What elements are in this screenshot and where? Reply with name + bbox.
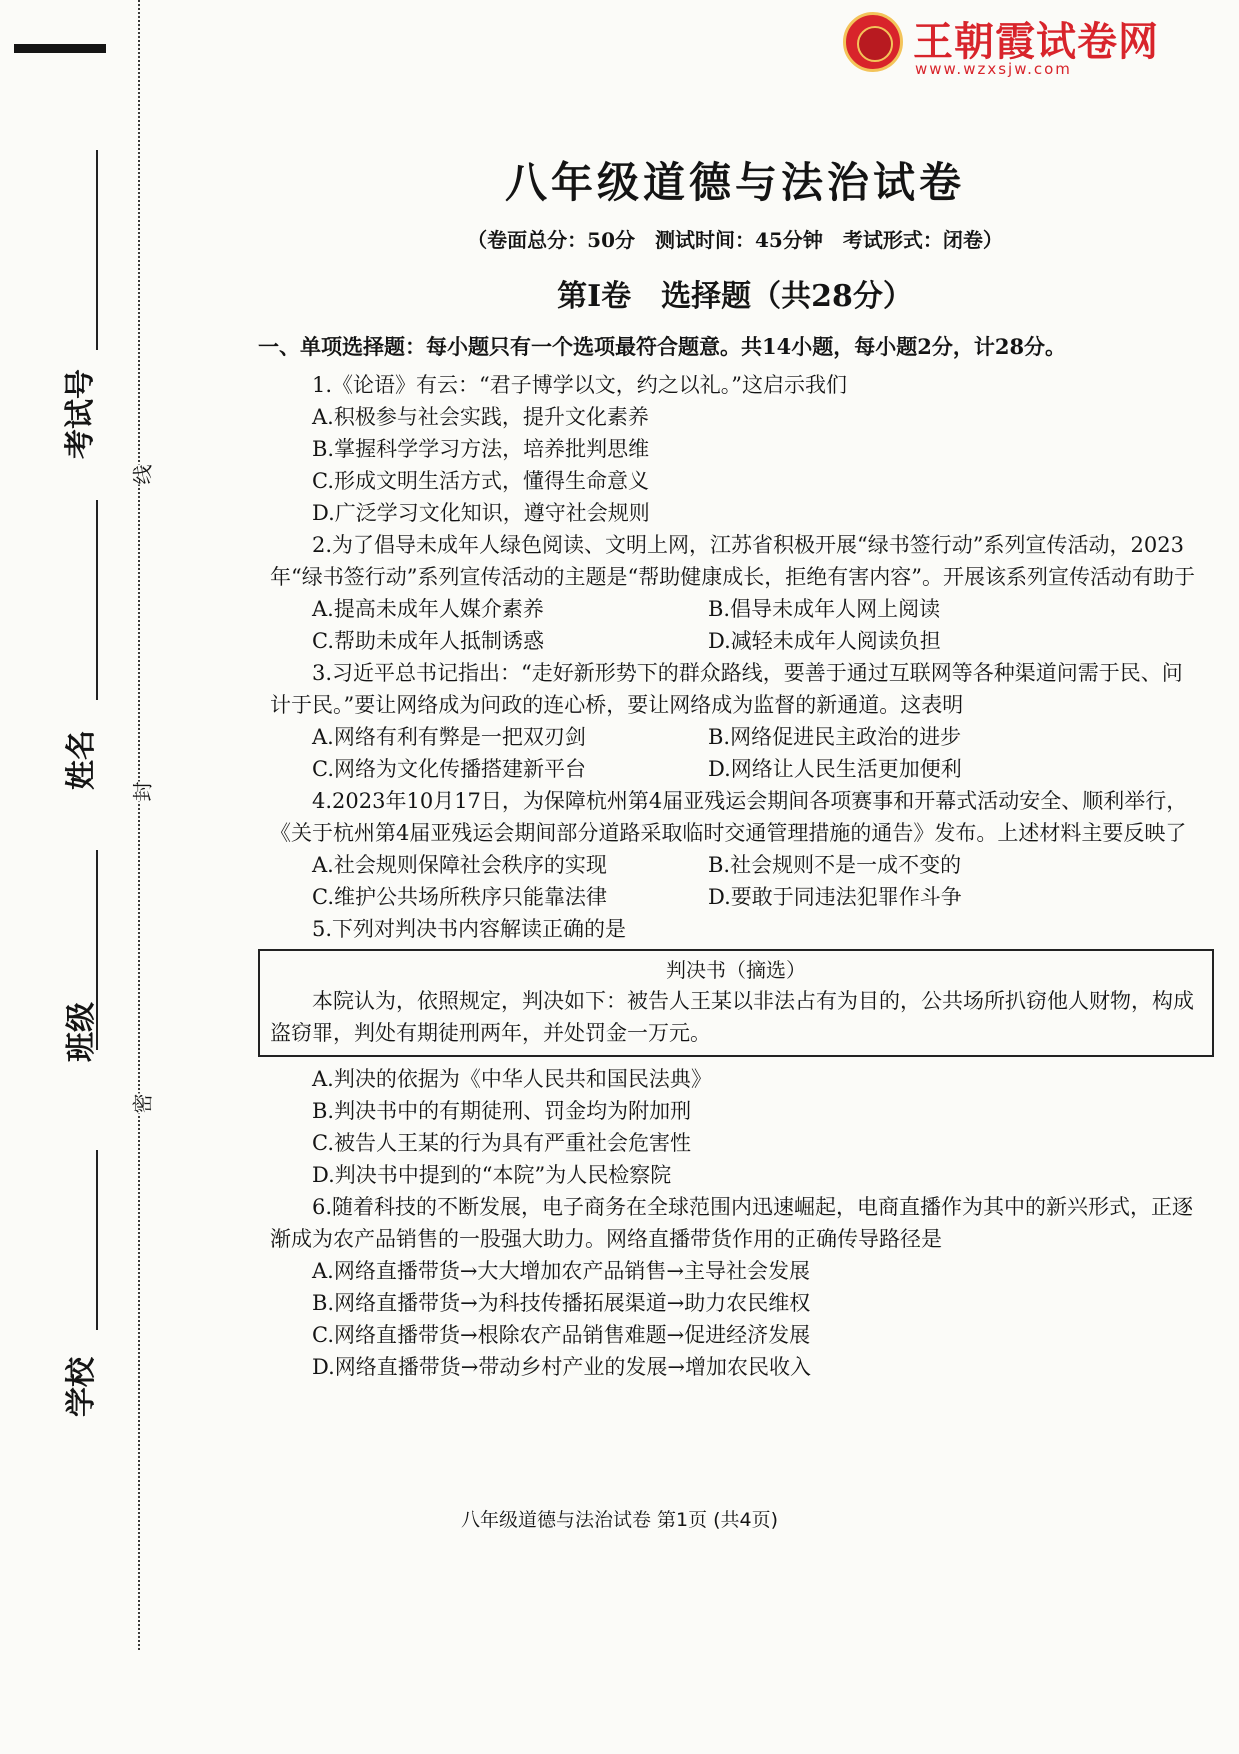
option-c: C.帮助未成年人抵制诱惑 xyxy=(312,629,544,653)
exam-info: （卷面总分：50分 测试时间：45分钟 考试形式：闭卷） xyxy=(467,228,1003,252)
option-d: D.要敢于同违法犯罪作斗争 xyxy=(708,885,962,909)
logo-url: www.wzxsjw.com xyxy=(915,60,1072,78)
logo-badge-icon xyxy=(843,12,903,72)
option-a: A.积极参与社会实践，提升文化素养 xyxy=(312,405,649,429)
question-stem: 2.为了倡导未成年人绿色阅读、文明上网，江苏省积极开展“绿书签行动”系列宣传活动，2023年“绿书签行动”系列宣传活动的主题是“帮助健康成长，拒绝有害内容”。开展该系列宣传活动有助于 xyxy=(270,533,1195,589)
option-c: C.网络为文化传播搭建新平台 xyxy=(312,757,586,781)
page-footer: 八年级道德与法治试卷 第1页 (共4页) xyxy=(460,1509,779,1531)
question-1 xyxy=(270,369,1200,529)
question-stem: 1.《论语》有云：“君子博学以文，约之以礼。”这启示我们 xyxy=(312,373,848,397)
question-stem: 3.习近平总书记指出：“走好新形势下的群众路线，要善于通过互联网等各种渠道问需于民、问计于民。”要让网络成为问政的连心桥，要让网络成为监督的新通道。这表明 xyxy=(270,661,1183,717)
seal-mark-seal: 封 xyxy=(125,782,158,802)
question-stem: 6.随着科技的不断发展，电子商务在全球范围内迅速崛起，电商直播作为其中的新兴形式，正逐渐成为农产品销售的一股强大助力。网络直播带货作用的正确传导路径是 xyxy=(270,1195,1194,1251)
option-a: A.判决的依据为《中华人民共和国民法典》 xyxy=(312,1067,712,1091)
question-2 xyxy=(270,529,1200,657)
exam-no-label: 考试号 xyxy=(63,369,98,459)
exam-title: 八年级道德与法治试卷 xyxy=(504,158,965,207)
fold-line xyxy=(138,0,140,1650)
option-a: A.网络直播带货→大大增加农产品销售→主导社会发展 xyxy=(312,1259,811,1283)
option-a: A.社会规则保障社会秩序的实现 xyxy=(312,853,607,877)
question-stem: 5.下列对判决书内容解读正确的是 xyxy=(312,917,627,941)
option-d: D.广泛学习文化知识，遵守社会规则 xyxy=(312,501,650,525)
option-a: A.提高未成年人媒介素养 xyxy=(312,597,544,621)
option-d: D.减轻未成年人阅读负担 xyxy=(708,629,941,653)
site-logo xyxy=(843,10,1173,80)
logo-title: 王朝霞试卷网 xyxy=(913,19,1159,65)
question-4 xyxy=(270,785,1200,913)
option-d: D.判决书中提到的“本院”为人民检察院 xyxy=(312,1163,672,1187)
volume-heading: 第Ⅰ卷 选择题（共28分） xyxy=(557,279,913,314)
question-3 xyxy=(270,657,1200,785)
verdict-title: 判决书（摘选） xyxy=(666,958,806,982)
question-6 xyxy=(270,1191,1200,1383)
verdict-box xyxy=(258,949,1214,1057)
option-d: D.网络让人民生活更加便利 xyxy=(708,757,962,781)
option-c: C.维护公共场所秩序只能靠法律 xyxy=(312,885,607,909)
verdict-body: 本院认为，依照规定，判决如下：被告人王某以非法占有为目的，公共场所扒窃他人财物，构成盗窃罪，判处有期徒刑两年，并处罚金一万元。 xyxy=(270,989,1194,1045)
option-b: B.掌握科学学习方法，培养批判思维 xyxy=(312,437,650,461)
school-rule xyxy=(96,1150,98,1330)
name-rule xyxy=(96,500,98,700)
seal-mark-secret: 密 xyxy=(125,1094,158,1114)
name-label: 姓名 xyxy=(64,730,99,790)
class-label: 班级 xyxy=(64,1002,99,1062)
seal-mark-line: 线 xyxy=(125,465,158,485)
option-b: B.倡导未成年人网上阅读 xyxy=(708,597,941,621)
option-b: B.网络直播带货→为科技传播拓展渠道→助力农民维权 xyxy=(312,1291,811,1315)
option-a: A.网络有利有弊是一把双刃剑 xyxy=(312,725,586,749)
margin-bar xyxy=(14,44,106,53)
option-b: B.社会规则不是一成不变的 xyxy=(708,853,962,877)
option-d: D.网络直播带货→带动乡村产业的发展→增加农民收入 xyxy=(312,1355,811,1379)
question-5 xyxy=(270,913,1200,1191)
option-b: B.网络促进民主政治的进步 xyxy=(708,725,962,749)
section-heading: 一、单项选择题：每小题只有一个选项最符合题意。共14小题，每小题2分，计28分。 xyxy=(258,334,1067,359)
exam-no-rule xyxy=(96,150,98,350)
school-label: 学校 xyxy=(64,1357,99,1417)
option-c: C.网络直播带货→根除农产品销售难题→促进经济发展 xyxy=(312,1323,811,1347)
option-c: C.形成文明生活方式，懂得生命意义 xyxy=(312,469,649,493)
exam-content xyxy=(258,150,1200,1383)
question-stem: 4.2023年10月17日，为保障杭州第4届亚残运会期间各项赛事和开幕式活动安全、顺利举行，《关于杭州第4届亚残运会期间部分道路采取临时交通管理措施的通告》发布。上述材料主要反映了 xyxy=(270,789,1188,845)
option-b: B.判决书中的有期徒刑、罚金均为附加刑 xyxy=(312,1099,692,1123)
option-c: C.被告人王某的行为具有严重社会危害性 xyxy=(312,1131,691,1155)
